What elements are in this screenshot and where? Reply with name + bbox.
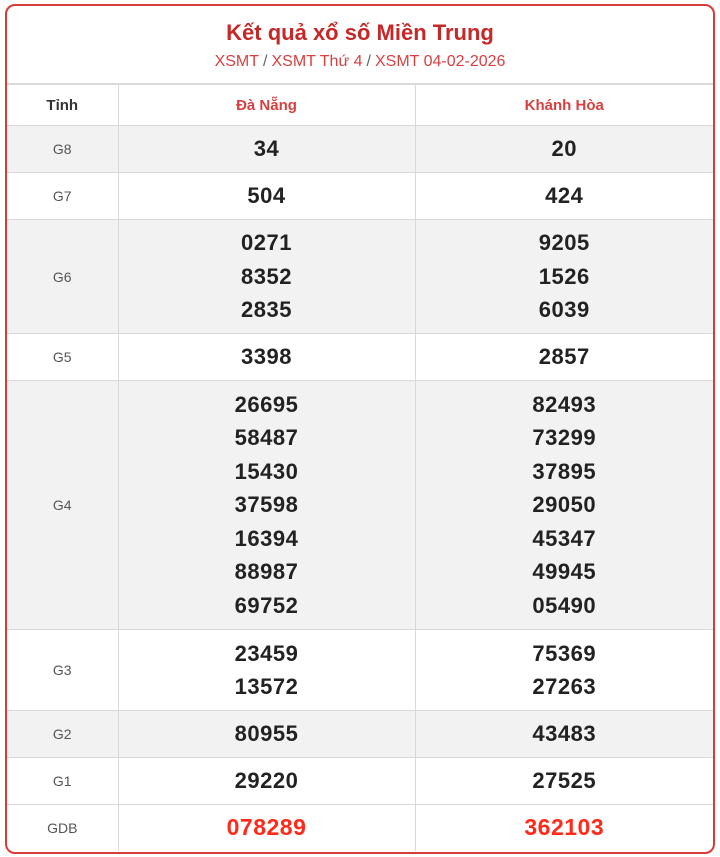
breadcrumb-separator: / [366,53,371,70]
breadcrumb [7,52,713,72]
page-title: Kết quả xổ số Miền Trung [226,20,494,45]
prize-number: 82493 [532,391,597,417]
prize-number: 75369 [532,640,597,666]
prize-number: 9205 [538,230,590,256]
prize-label: GDB [7,805,118,852]
prize-label: G8 [7,126,118,173]
breadcrumb-link-xsmt-thu-4[interactable]: XSMT Thứ 4 [271,53,363,70]
prize-cell [415,173,713,220]
prize-cell [415,220,713,334]
prize-number: 88987 [234,559,299,585]
prize-number: 34 [253,136,280,162]
prize-cell [415,805,713,852]
prize-number: 2835 [241,297,292,323]
table-row [7,381,713,630]
prize-number: 20 [551,136,577,162]
prize-number: 58487 [234,425,299,451]
prize-number: 49945 [532,559,597,585]
prize-number: 45347 [532,525,597,551]
prize-cell [118,630,415,711]
results-header [7,6,713,84]
column-header-province-label: Tỉnh [7,85,118,126]
prize-cell [118,711,415,758]
prize-cell [118,220,415,334]
prize-cell [415,334,713,381]
prize-cell [415,381,713,630]
prize-cell [118,381,415,630]
prize-number: 23459 [234,640,299,666]
prize-number: 1526 [538,263,590,289]
breadcrumb-separator: / [263,53,268,70]
prize-number: 504 [247,183,286,209]
prize-number: 80955 [234,721,299,747]
table-row [7,220,713,334]
prize-number: 15430 [234,458,299,484]
prize-number: 29220 [234,768,299,794]
prize-number: 3398 [241,344,292,370]
table-row [7,711,713,758]
prize-number: 6039 [538,297,590,323]
prize-number: 27263 [532,674,597,699]
prize-number: 26695 [234,391,299,417]
prize-number: 2857 [538,344,590,370]
prize-label: G7 [7,173,118,220]
prize-label: G4 [7,381,118,630]
prize-cell [118,173,415,220]
prize-number: 362103 [524,814,605,841]
prize-number: 27525 [532,768,597,794]
prize-number: 05490 [532,592,597,618]
prize-label: G5 [7,334,118,381]
prize-label: G2 [7,711,118,758]
breadcrumb-link-xsmt-date[interactable]: XSMT 04-02-2026 [374,53,506,70]
prize-cell [415,711,713,758]
table-row [7,630,713,711]
column-header-da-nang[interactable]: Đà Nẵng [118,85,415,126]
prize-number: 43483 [532,721,597,747]
column-header-khanh-hoa[interactable]: Khánh Hòa [415,85,713,126]
prize-number: 37598 [234,492,299,518]
prize-label: G3 [7,630,118,711]
results-table [7,84,713,851]
table-header-row [7,85,713,126]
table-row [7,805,713,852]
breadcrumb-link-xsmt[interactable]: XSMT [214,53,260,70]
prize-number: 69752 [234,592,299,618]
prize-label: G1 [7,758,118,805]
prize-number: 73299 [532,425,597,451]
prize-number: 424 [545,183,584,209]
prize-number: 13572 [234,674,299,699]
prize-cell [118,805,415,852]
prize-number: 16394 [234,525,299,551]
prize-number: 0271 [241,230,292,256]
prize-cell [415,630,713,711]
prize-cell [415,758,713,805]
prize-label: G6 [7,220,118,334]
prize-number: 8352 [241,263,292,289]
prize-number: 29050 [532,492,597,518]
prize-number: 37895 [532,458,597,484]
results-body [7,126,713,852]
prize-cell [415,126,713,173]
table-row [7,758,713,805]
prize-cell [118,758,415,805]
table-row [7,126,713,173]
prize-cell [118,126,415,173]
results-card [5,4,715,854]
table-row [7,173,713,220]
table-row [7,334,713,381]
prize-number: 078289 [226,814,307,841]
prize-cell [118,334,415,381]
